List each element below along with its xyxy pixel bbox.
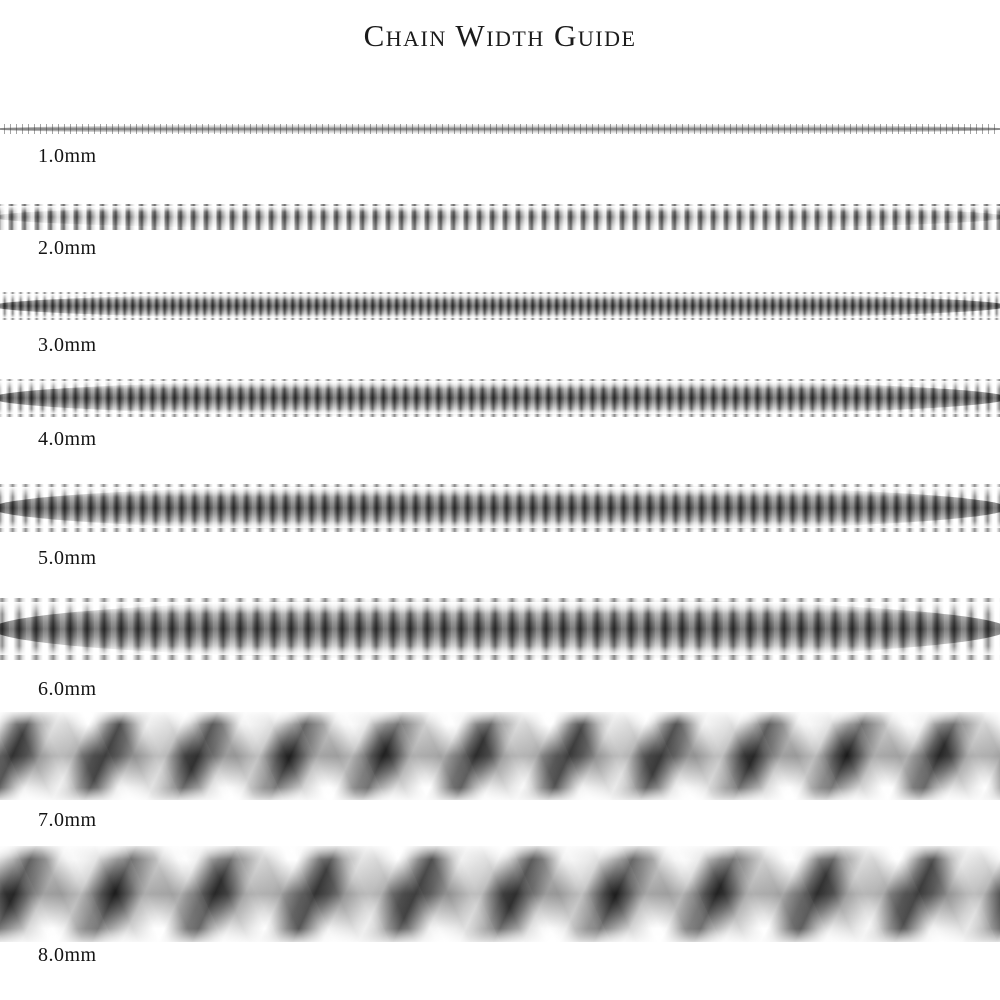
chain-width-label: 2.0mm: [38, 237, 97, 259]
chain-width-label: 7.0mm: [38, 809, 97, 831]
page-title: Chain Width Guide: [363, 18, 637, 53]
chain-width-label: 3.0mm: [38, 334, 97, 356]
chain-link-pattern: [0, 379, 1000, 417]
chain-graphic-5-0mm: [0, 484, 1000, 532]
chain-link-pattern: [0, 204, 1000, 230]
chain-link-pattern: [0, 124, 1000, 134]
chain-graphic-6-0mm: [0, 598, 1000, 660]
chain-link-pattern: [0, 598, 1000, 660]
chain-link-pattern: [0, 484, 1000, 532]
chain-graphic-7-0mm: [0, 712, 1000, 800]
chain-graphic-8-0mm: [0, 846, 1000, 942]
chain-width-label: 6.0mm: [38, 678, 97, 700]
chain-graphic-1-0mm: [0, 124, 1000, 134]
chain-width-label: 5.0mm: [38, 547, 97, 569]
rope-shading: [0, 712, 1000, 800]
chain-graphic-2-0mm: [0, 204, 1000, 230]
chain-link-pattern: [0, 292, 1000, 320]
chain-graphic-3-0mm: [0, 292, 1000, 320]
chain-width-label: 8.0mm: [38, 944, 97, 966]
chain-width-label: 1.0mm: [38, 145, 97, 167]
rope-shading: [0, 846, 1000, 942]
chain-width-label: 4.0mm: [38, 428, 97, 450]
chain-graphic-4-0mm: [0, 379, 1000, 417]
